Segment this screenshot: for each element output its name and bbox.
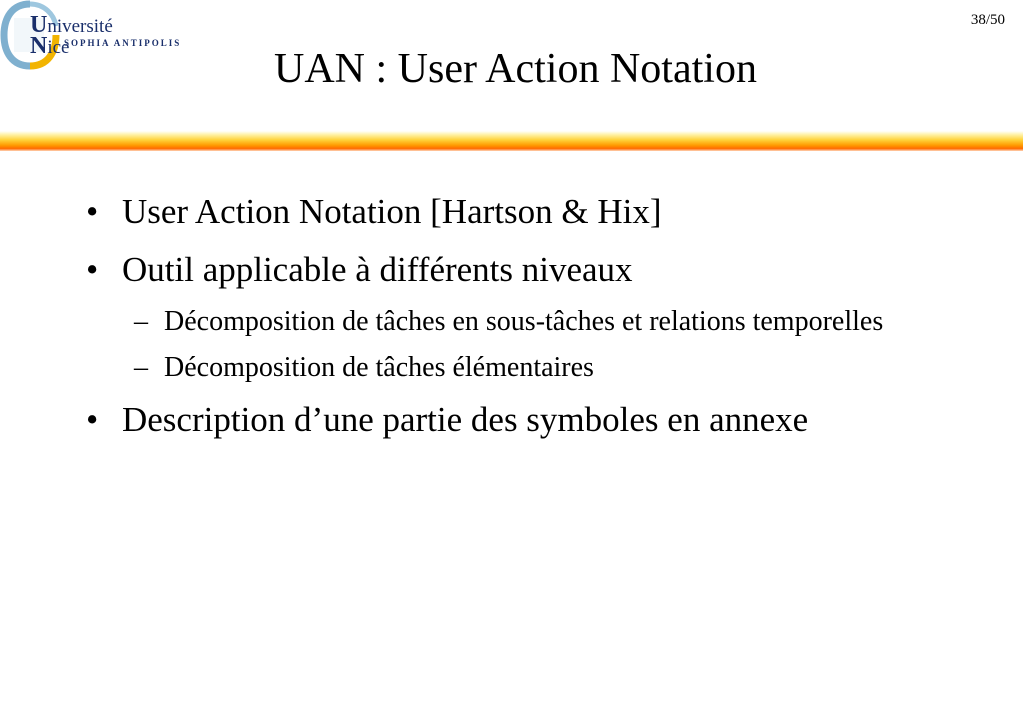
sub-bullet-text: Décomposition de tâches élémentaires <box>164 352 594 383</box>
bullet-item <box>86 398 966 442</box>
title-divider <box>0 131 1023 151</box>
sub-bullet-text: Décomposition de tâches en sous-tâches et relations temporelles <box>164 306 884 337</box>
logo-initial-n: N <box>30 33 48 59</box>
logo-line-sophia: SOPHIA ANTIPOLIS <box>64 38 182 48</box>
logo-rest-universite: niversité <box>47 16 113 37</box>
page-number: 38/50 <box>970 12 1005 28</box>
logo-initial-u: U <box>30 12 48 38</box>
slide-title: UAN : User Action Notation <box>274 46 757 92</box>
bullet-mark: • <box>86 400 99 439</box>
sub-bullet-mark: – <box>134 306 148 337</box>
slide-content <box>86 190 966 456</box>
bullet-mark: • <box>86 192 99 231</box>
sub-bullet-mark: – <box>134 352 148 383</box>
bullet-text: Description d’une partie des symboles en annexe <box>122 400 809 439</box>
sub-bullet-item <box>134 302 966 342</box>
sub-bullet-item <box>134 348 966 388</box>
logo-rest-nice: ice <box>47 37 70 58</box>
bullet-text: User Action Notation [Hartson & Hix] <box>122 192 662 231</box>
bullet-item <box>86 190 966 234</box>
bullet-mark: • <box>86 250 99 289</box>
bullet-item <box>86 248 966 292</box>
bullet-text: Outil applicable à différents niveaux <box>122 250 633 289</box>
